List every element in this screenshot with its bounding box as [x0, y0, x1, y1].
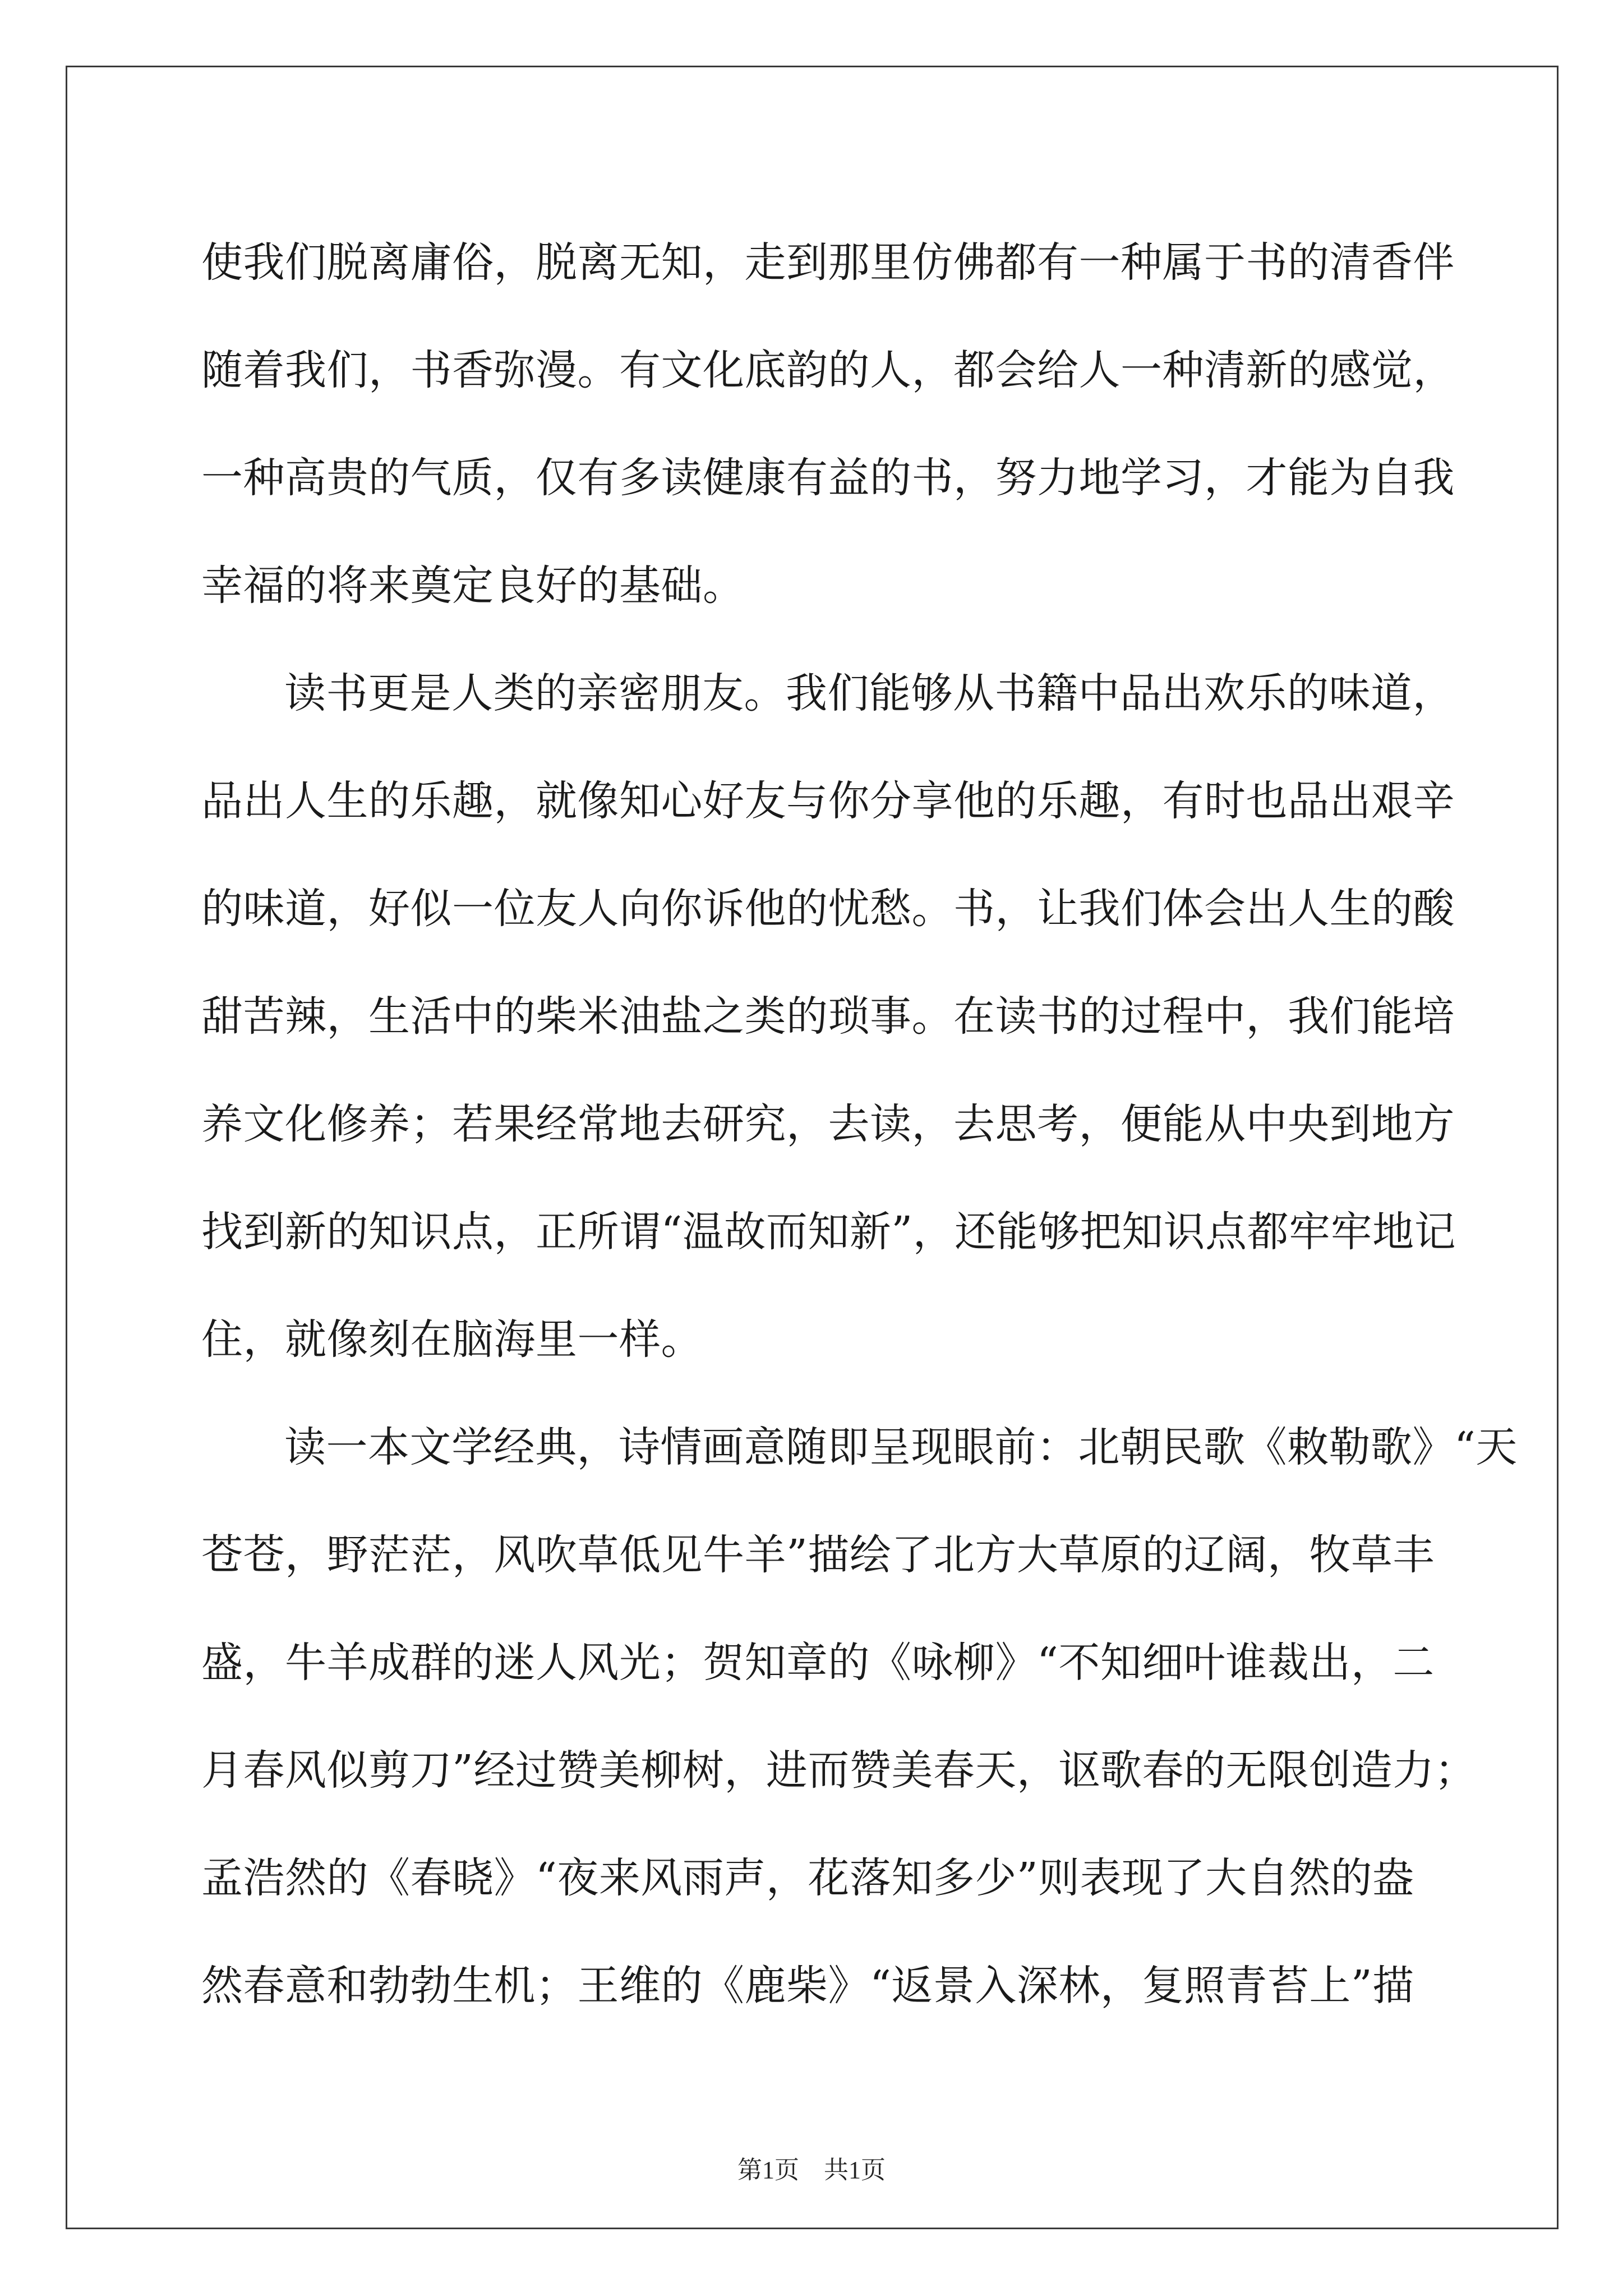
paragraph-start-line: 读一本文学经典，诗情画意随即呈现眼前：北朝民歌《敕勒歌》“天 [284, 1423, 1518, 1471]
text-line: 的味道，好似一位友人向你诉他的忧愁。书，让我们体会出人生的酸 [201, 885, 1455, 933]
text-line: 幸福的将来奠定良好的基础。 [201, 562, 745, 610]
page-number-footer: 第1页 共1页 [737, 2156, 886, 2184]
text-line: 使我们脱离庸俗，脱离无知，走到那里仿佛都有一种属于书的清香伴 [201, 238, 1455, 287]
text-line: 苍苍，野茫茫，风吹草低见牛羊”描绘了北方大草原的辽阔，牧草丰 [201, 1531, 1435, 1579]
text-line: 随着我们，书香弥漫。有文化底韵的人，都会给人一种清新的感觉， [201, 346, 1455, 394]
text-line: 一种高贵的气质，仅有多读健康有益的书，努力地学习，才能为自我 [201, 454, 1455, 502]
text-line: 孟浩然的《春晓》“夜来风雨声，花落知多少”则表现了大自然的盎 [201, 1854, 1414, 1902]
text-line: 甜苦辣，生活中的柴米油盐之类的琐事。在读书的过程中，我们能培 [201, 992, 1455, 1041]
text-line: 然春意和勃勃生机；王维的《鹿柴》“返景入深林，复照青苔上”描 [201, 1962, 1414, 2010]
text-line: 住，就像刻在脑海里一样。 [201, 1315, 703, 1364]
paragraph-start-line: 读书更是人类的亲密朋友。我们能够从书籍中品出欢乐的味道， [284, 669, 1454, 717]
text-line: 月春风似剪刀”经过赞美柳树，进而赞美春天，讴歌春的无限创造力； [201, 1746, 1477, 1795]
text-line: 养文化修养；若果经常地去研究，去读，去思考，便能从中央到地方 [201, 1100, 1455, 1148]
document-body [201, 209, 1518, 2040]
text-line: 品出人生的乐趣，就像知心好友与你分享他的乐趣，有时也品出艰辛 [201, 777, 1455, 825]
text-line: 找到新的知识点，正所谓“温故而知新”，还能够把知识点都牢牢地记 [201, 1208, 1456, 1256]
text-line: 盛，牛羊成群的迷人风光；贺知章的《咏柳》“不知细叶谁裁出，二 [201, 1639, 1435, 1687]
